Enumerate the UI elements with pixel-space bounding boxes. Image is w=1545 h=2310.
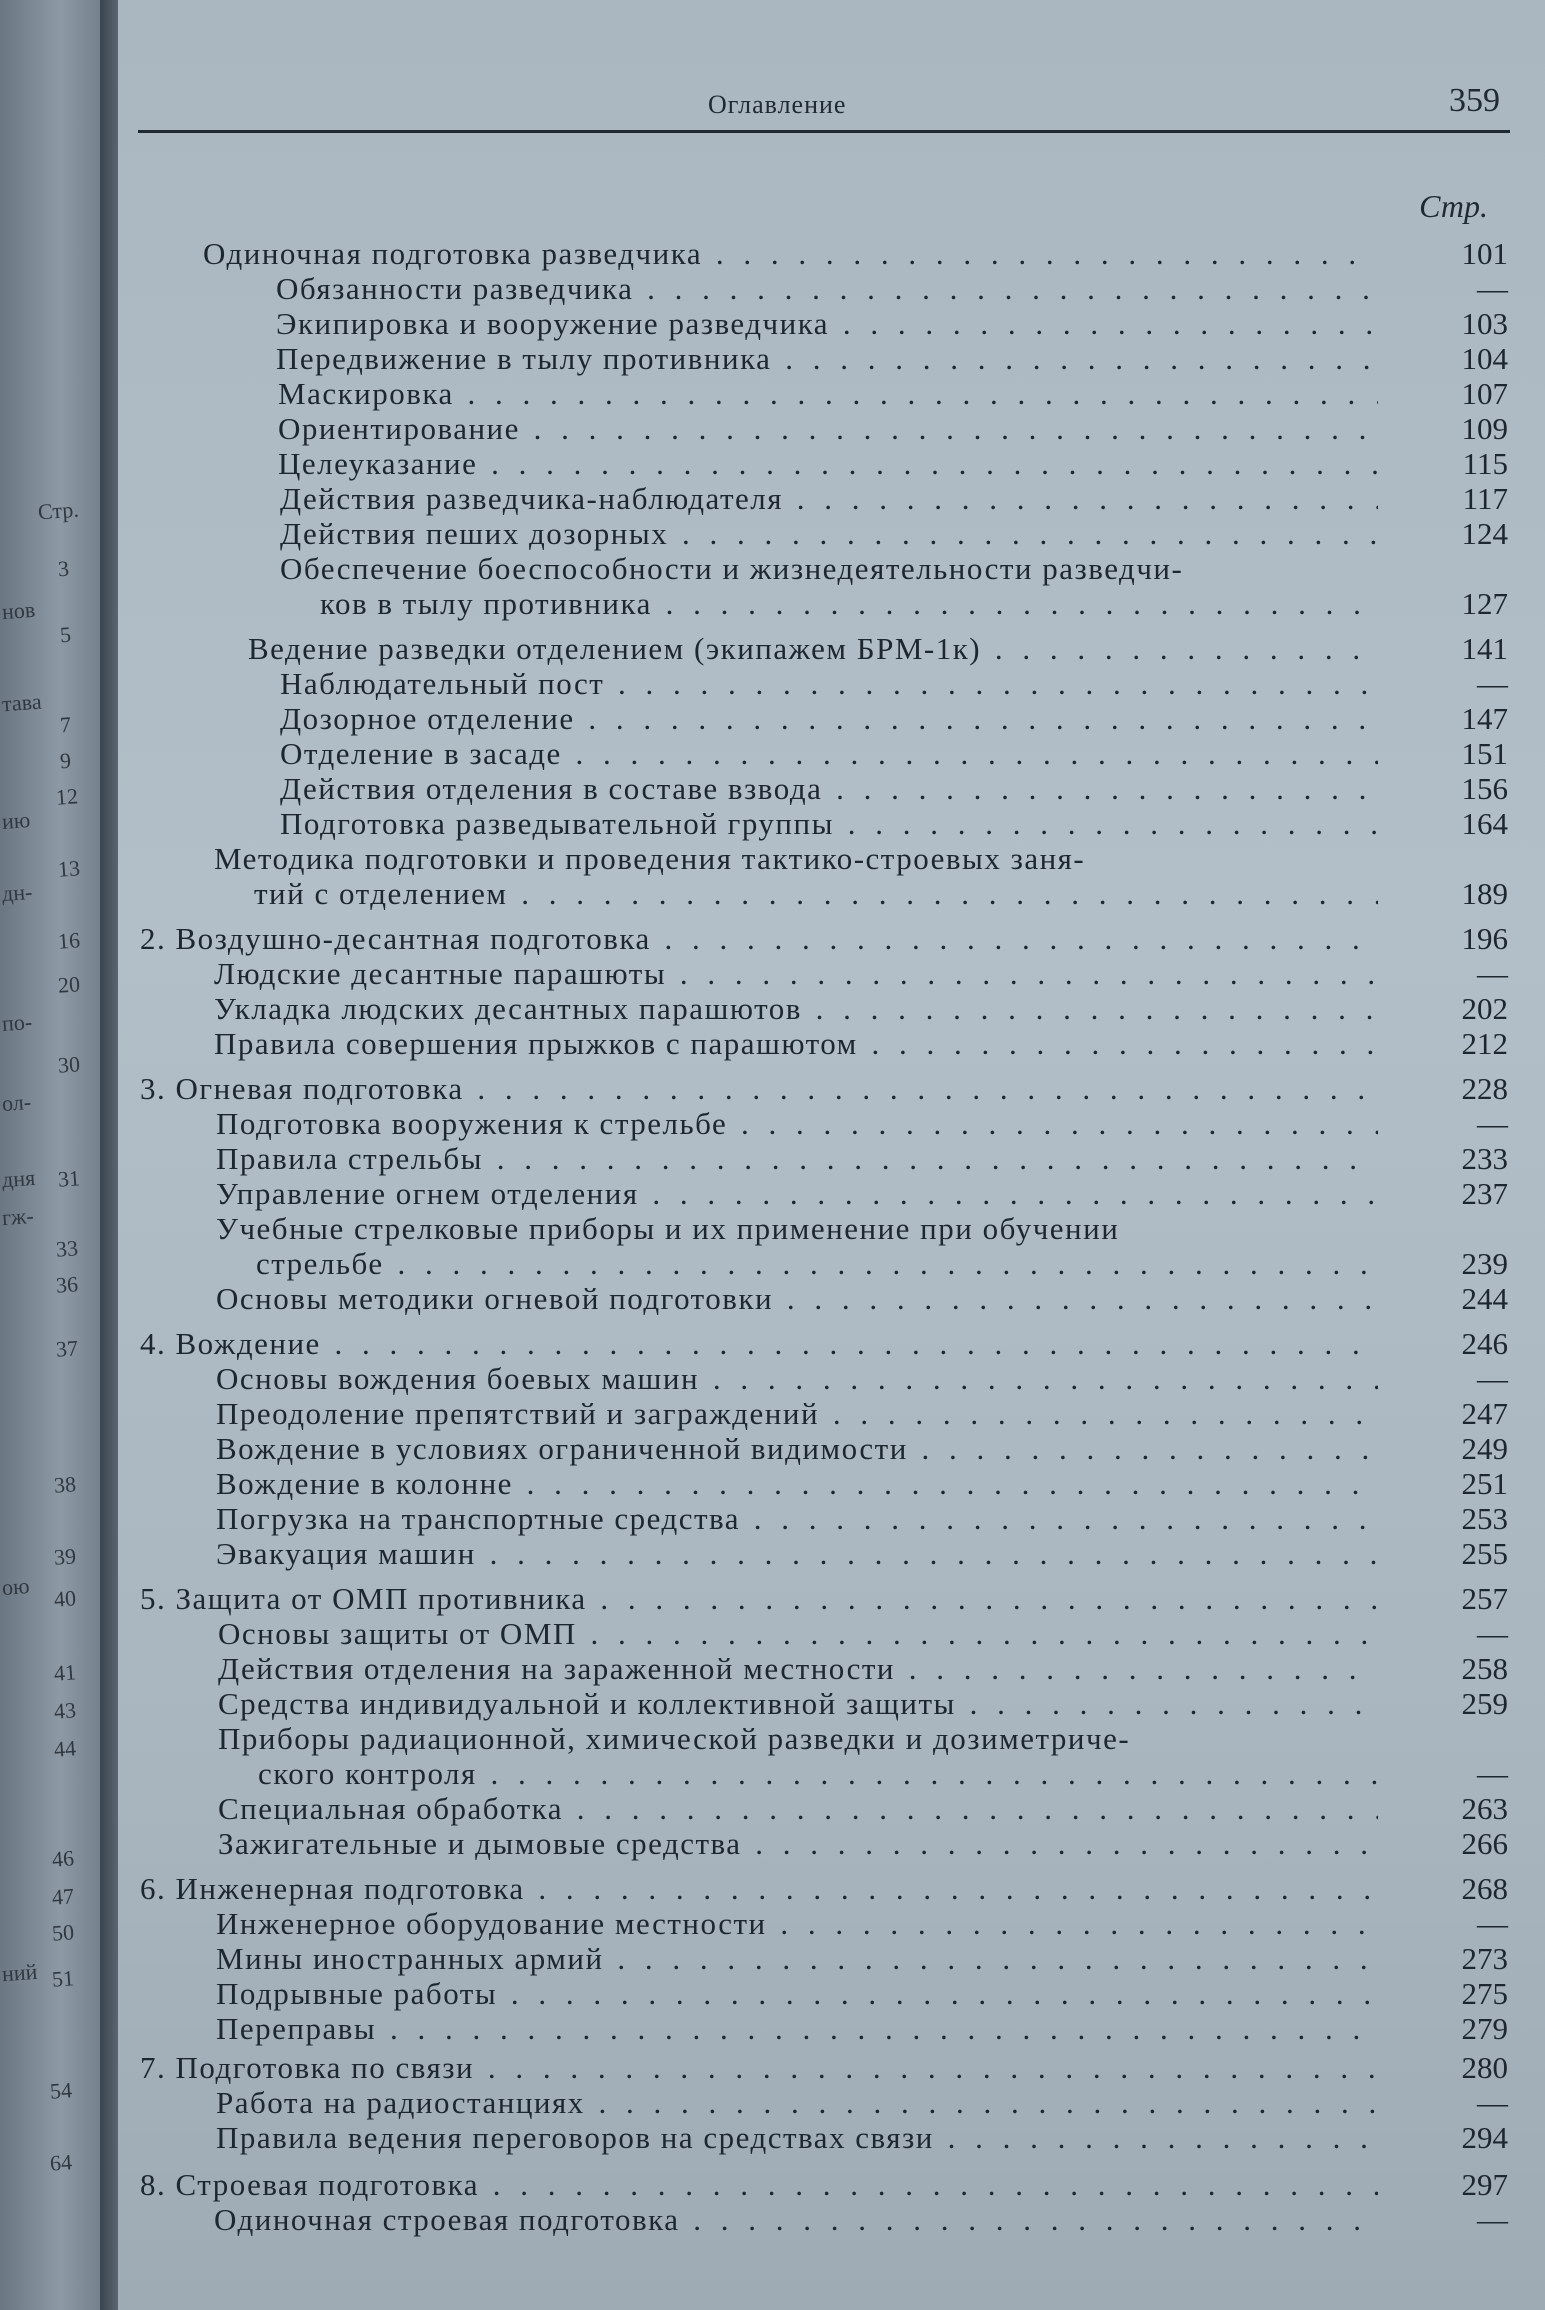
toc-entry: [216, 1396, 1508, 1431]
toc-entry-page: 228: [1461, 1071, 1508, 1106]
toc-entry-page: 266: [1461, 1826, 1508, 1861]
toc-entry-page: 263: [1461, 1791, 1508, 1826]
toc-entry: [218, 1791, 1508, 1826]
toc-entry-page: 147: [1461, 701, 1508, 736]
toc-entry: [216, 1501, 1508, 1536]
toc-entry-page: 259: [1461, 1686, 1508, 1721]
toc-entry-label: Управление огнем отделения . . .: [216, 1176, 1378, 1211]
toc-entry-page: 164: [1461, 806, 1508, 841]
toc-entry-label: Специальная обработка . . .: [218, 1791, 1378, 1826]
toc-entry-page: 239: [1461, 1246, 1508, 1281]
left-page-fragment: 5: [59, 621, 72, 648]
left-page-fragment: 7: [59, 711, 72, 738]
toc-entry-page: 253: [1461, 1501, 1508, 1536]
toc-entry: [216, 1106, 1508, 1141]
toc-entry: [280, 701, 1508, 736]
toc-entry-page: 268: [1461, 1871, 1508, 1906]
toc-entry-page: 280: [1461, 2050, 1508, 2085]
toc-section-heading: [140, 1871, 1508, 1906]
left-page-fragment: ою: [1, 1573, 31, 1600]
toc-entry-label: Методика подготовки и проведения тактико-строевых заня-: [214, 841, 1086, 876]
toc-entry-continuation: тий с отделением . . .: [254, 876, 1378, 911]
toc-entry-label: Вождение в колонне . . .: [216, 1466, 1378, 1501]
book-page: [118, 0, 1545, 2310]
toc-entry-page: 151: [1461, 736, 1508, 771]
left-page-fragment: гж-: [1, 1202, 35, 1231]
toc-entry-label: Подрывные работы . . .: [216, 1976, 1378, 2011]
toc-entry-label: Одиночная строевая подготовка . . .: [214, 2202, 1378, 2237]
toc-entry-page: —: [1477, 271, 1508, 306]
toc-entry: [218, 1651, 1508, 1686]
table-of-contents: [118, 236, 1518, 2237]
toc-entry-label: Одиночная подготовка разведчика . . .: [203, 236, 1378, 271]
toc-entry: [218, 1721, 1508, 1791]
left-page-fragment: нов: [1, 596, 36, 625]
running-head: [138, 80, 1510, 133]
toc-entry-page: 141: [1461, 631, 1508, 666]
toc-entry-page: 127: [1461, 586, 1508, 621]
toc-entry: [216, 2085, 1508, 2120]
toc-entry-label: Преодоление препятствий и заграждений . . .: [216, 1396, 1378, 1431]
toc-entry: [248, 631, 1508, 666]
toc-entry-label: Укладка людских десантных парашютов . . .: [214, 991, 1378, 1026]
left-page-fragment: ний: [1, 1958, 39, 1987]
toc-entry-label: Подготовка вооружения к стрельбе . . .: [216, 1106, 1378, 1141]
toc-entry-page: 246: [1461, 1326, 1508, 1361]
toc-entry-label: Погрузка на транспортные средства . . .: [216, 1501, 1378, 1536]
toc-entry-page: 249: [1461, 1431, 1508, 1466]
left-page-fragment: 43: [53, 1697, 77, 1724]
toc-entry-page: —: [1477, 956, 1508, 991]
toc-entry-page: 258: [1461, 1651, 1508, 1686]
toc-entry-label: Ведение разведки отделением (экипажем БРМ-1к) . . .: [248, 631, 1378, 666]
toc-section-heading: [140, 2050, 1508, 2085]
toc-entry-label: 2. Воздушно-десантная подготовка . . .: [140, 921, 1378, 956]
toc-entry: [216, 1211, 1508, 1281]
toc-entry: [280, 736, 1508, 771]
toc-entry: [216, 1176, 1508, 1211]
toc-entry: [278, 411, 1508, 446]
toc-entry-label: Инженерное оборудование местности . . .: [216, 1906, 1378, 1941]
running-title: Оглавление: [708, 90, 847, 119]
toc-entry-page: 279: [1461, 2011, 1508, 2046]
toc-entry-label: 7. Подготовка по связи . . .: [140, 2050, 1378, 2085]
toc-entry-label: 3. Огневая подготовка . . .: [140, 1071, 1378, 1106]
toc-entry-page: —: [1477, 1106, 1508, 1141]
toc-entry-page: 275: [1461, 1976, 1508, 2011]
toc-entry-label: Экипировка и вооружение разведчика . . .: [276, 306, 1378, 341]
left-page-fragment: 39: [53, 1543, 77, 1570]
toc-entry-label: 6. Инженерная подготовка . . .: [140, 1871, 1378, 1906]
toc-entry-page: 115: [1462, 446, 1508, 481]
toc-entry-label: Правила стрельбы . . .: [216, 1141, 1378, 1176]
toc-entry-label: Основы методики огневой подготовки . . .: [216, 1281, 1378, 1316]
toc-entry-label: Людские десантные парашюты . . .: [214, 956, 1378, 991]
toc-section-heading: [140, 1326, 1508, 1361]
toc-entry: [278, 376, 1508, 411]
toc-entry-page: —: [1477, 1361, 1508, 1396]
toc-entry: [216, 2011, 1508, 2046]
toc-entry-label: Зажигательные и дымовые средства . . .: [218, 1826, 1378, 1861]
toc-entry: [214, 1026, 1508, 1061]
toc-entry-label: Переправы . . .: [216, 2011, 1378, 2046]
toc-entry-page: —: [1477, 1616, 1508, 1651]
toc-entry-label: Средства индивидуальной и коллективной защиты . . .: [218, 1686, 1378, 1721]
left-page-fragment: дня: [1, 1164, 36, 1193]
toc-entry-page: 297: [1461, 2167, 1508, 2202]
toc-entry: [278, 446, 1508, 481]
toc-entry: [218, 1616, 1508, 1651]
toc-entry: [203, 236, 1508, 271]
left-page-fragment: 51: [51, 1965, 75, 1992]
toc-entry-page: —: [1477, 1756, 1508, 1791]
toc-entry: [276, 271, 1508, 306]
left-page-fragment: 40: [53, 1585, 77, 1612]
toc-entry-continuation: ского контроля . . .: [258, 1756, 1378, 1791]
toc-entry-page: 101: [1461, 236, 1508, 271]
left-page-fragment: 38: [53, 1471, 77, 1498]
toc-entry: [214, 991, 1508, 1026]
toc-entry: [216, 1141, 1508, 1176]
toc-entry: [216, 2120, 1508, 2155]
toc-entry-continuation: ков в тылу противника . . .: [320, 586, 1378, 621]
left-page-fragment: 3: [57, 555, 70, 582]
left-page-fragment: 12: [55, 783, 79, 810]
toc-entry-label: Приборы радиационной, химической разведки и дозиметриче-: [218, 1721, 1131, 1756]
toc-entry-label: Дозорное отделение . . .: [280, 701, 1378, 736]
toc-entry-page: —: [1477, 1906, 1508, 1941]
toc-entry-page: 233: [1461, 1141, 1508, 1176]
toc-entry-page: 109: [1461, 411, 1508, 446]
toc-entry-page: 156: [1461, 771, 1508, 806]
toc-entry-label: Отделение в засаде . . .: [280, 736, 1378, 771]
left-page-fragment: 64: [49, 2149, 73, 2176]
toc-section-heading: [140, 921, 1508, 956]
toc-entry-label: Действия разведчика-наблюдателя . . .: [280, 481, 1378, 516]
toc-entry-label: Правила совершения прыжков с парашютом . . .: [214, 1026, 1378, 1061]
toc-entry: [280, 516, 1508, 551]
toc-entry: [216, 1536, 1508, 1571]
toc-entry-label: Правила ведения переговоров на средствах связи . . .: [216, 2120, 1378, 2155]
toc-entry-label: Основы вождения боевых машин . . .: [216, 1361, 1378, 1396]
toc-entry-label: Вождение в условиях ограниченной видимости . . .: [216, 1431, 1378, 1466]
left-page-fragment: 50: [51, 1919, 75, 1946]
toc-entry-page: 124: [1461, 516, 1508, 551]
left-page-fragment: 41: [53, 1659, 77, 1686]
toc-entry: [280, 666, 1508, 701]
left-page-edge: [0, 0, 110, 2310]
left-page-fragment: 46: [51, 1845, 75, 1872]
left-page-fragment: Стр.: [37, 496, 80, 525]
toc-entry-page: 212: [1461, 1026, 1508, 1061]
toc-section-heading: [140, 1071, 1508, 1106]
toc-entry-page: 202: [1461, 991, 1508, 1026]
toc-entry: [214, 841, 1508, 911]
left-page-fragment: 54: [49, 2077, 73, 2104]
toc-entry: [214, 956, 1508, 991]
toc-entry: [216, 1941, 1508, 1976]
toc-entry-page: —: [1477, 2085, 1508, 2120]
toc-entry-label: Работа на радиостанциях . . .: [216, 2085, 1378, 2120]
toc-entry-page: 244: [1461, 1281, 1508, 1316]
left-page-fragment: 33: [55, 1235, 79, 1262]
toc-entry: [280, 771, 1508, 806]
left-page-fragment: 16: [57, 927, 81, 954]
toc-entry: [280, 481, 1508, 516]
toc-entry-label: Ориентирование . . .: [278, 411, 1378, 446]
toc-entry-page: 273: [1461, 1941, 1508, 1976]
toc-entry-label: Передвижение в тылу противника . . .: [276, 341, 1378, 376]
left-page-fragment: тава: [1, 688, 43, 717]
toc-entry-label: Целеуказание . . .: [278, 446, 1378, 481]
toc-entry: [218, 1826, 1508, 1861]
left-page-fragment: 30: [57, 1051, 81, 1078]
toc-entry-label: 4. Вождение . . .: [140, 1326, 1378, 1361]
toc-entry-label: Эвакуация машин . . .: [216, 1536, 1378, 1571]
left-page-fragment: дн-: [1, 878, 34, 907]
toc-entry-page: 117: [1462, 481, 1508, 516]
toc-entry-label: Действия отделения на зараженной местности . . .: [218, 1651, 1378, 1686]
toc-entry-page: —: [1477, 2202, 1508, 2237]
page-column-header: Стр.: [1419, 188, 1488, 224]
left-page-fragment: по-: [1, 1008, 33, 1037]
toc-entry: [216, 1281, 1508, 1316]
toc-entry-page: 196: [1461, 921, 1508, 956]
left-page-fragment: 9: [59, 747, 72, 774]
toc-entry: [216, 1466, 1508, 1501]
toc-entry-label: Наблюдательный пост . . .: [280, 666, 1378, 701]
toc-entry-label: Учебные стрелковые приборы и их применение при обучении: [216, 1211, 1120, 1246]
toc-section-heading: [140, 2167, 1508, 2202]
toc-entry-page: 294: [1461, 2120, 1508, 2155]
toc-entry-label: Мины иностранных армий . . .: [216, 1941, 1378, 1976]
toc-entry-page: —: [1477, 666, 1508, 701]
toc-entry-page: 247: [1461, 1396, 1508, 1431]
toc-entry: [216, 1906, 1508, 1941]
toc-entry-page: 237: [1461, 1176, 1508, 1211]
toc-entry-continuation: стрельбе . . .: [256, 1246, 1378, 1281]
toc-entry-page: 104: [1461, 341, 1508, 376]
left-page-fragment: 20: [57, 971, 81, 998]
left-page-fragment: 47: [51, 1883, 75, 1910]
toc-entry-page: 107: [1461, 376, 1508, 411]
page-number: 359: [1449, 82, 1500, 119]
left-page-fragment: 13: [57, 855, 81, 882]
toc-entry: [216, 1361, 1508, 1396]
toc-entry-page: 103: [1461, 306, 1508, 341]
toc-entry: [280, 806, 1508, 841]
toc-entry: [280, 551, 1508, 621]
toc-entry: [216, 1976, 1508, 2011]
toc-entry-label: Обязанности разведчика . . .: [276, 271, 1378, 306]
left-page-fragment: 31: [57, 1165, 81, 1192]
toc-entry: [214, 2202, 1508, 2237]
left-page-fragment: ию: [1, 807, 32, 834]
toc-entry-page: 189: [1461, 876, 1508, 911]
toc-entry-page: 257: [1461, 1581, 1508, 1616]
toc-entry-label: Действия отделения в составе взвода . . .: [280, 771, 1378, 806]
toc-entry-page: 251: [1461, 1466, 1508, 1501]
toc-entry-label: Действия пеших дозорных . . .: [280, 516, 1378, 551]
toc-entry-label: Подготовка разведывательной группы . . .: [280, 806, 1378, 841]
left-page-fragment: 44: [53, 1735, 77, 1762]
toc-entry-page: 255: [1461, 1536, 1508, 1571]
toc-entry: [218, 1686, 1508, 1721]
toc-entry-label: 8. Строевая подготовка . . .: [140, 2167, 1378, 2202]
toc-entry-label: Основы защиты от ОМП . . .: [218, 1616, 1378, 1651]
left-page-fragment: ол-: [1, 1089, 32, 1116]
left-page-fragment: 37: [55, 1335, 79, 1362]
toc-entry: [276, 306, 1508, 341]
toc-entry: [276, 341, 1508, 376]
toc-entry: [216, 1431, 1508, 1466]
toc-entry-label: 5. Защита от ОМП противника . . .: [140, 1581, 1378, 1616]
toc-entry-label: Маскировка . . .: [278, 376, 1378, 411]
toc-section-heading: [140, 1581, 1508, 1616]
left-page-fragment: 36: [55, 1271, 79, 1298]
toc-entry-label: Обеспечение боеспособности и жизнедеятельности разведчи-: [280, 551, 1184, 586]
